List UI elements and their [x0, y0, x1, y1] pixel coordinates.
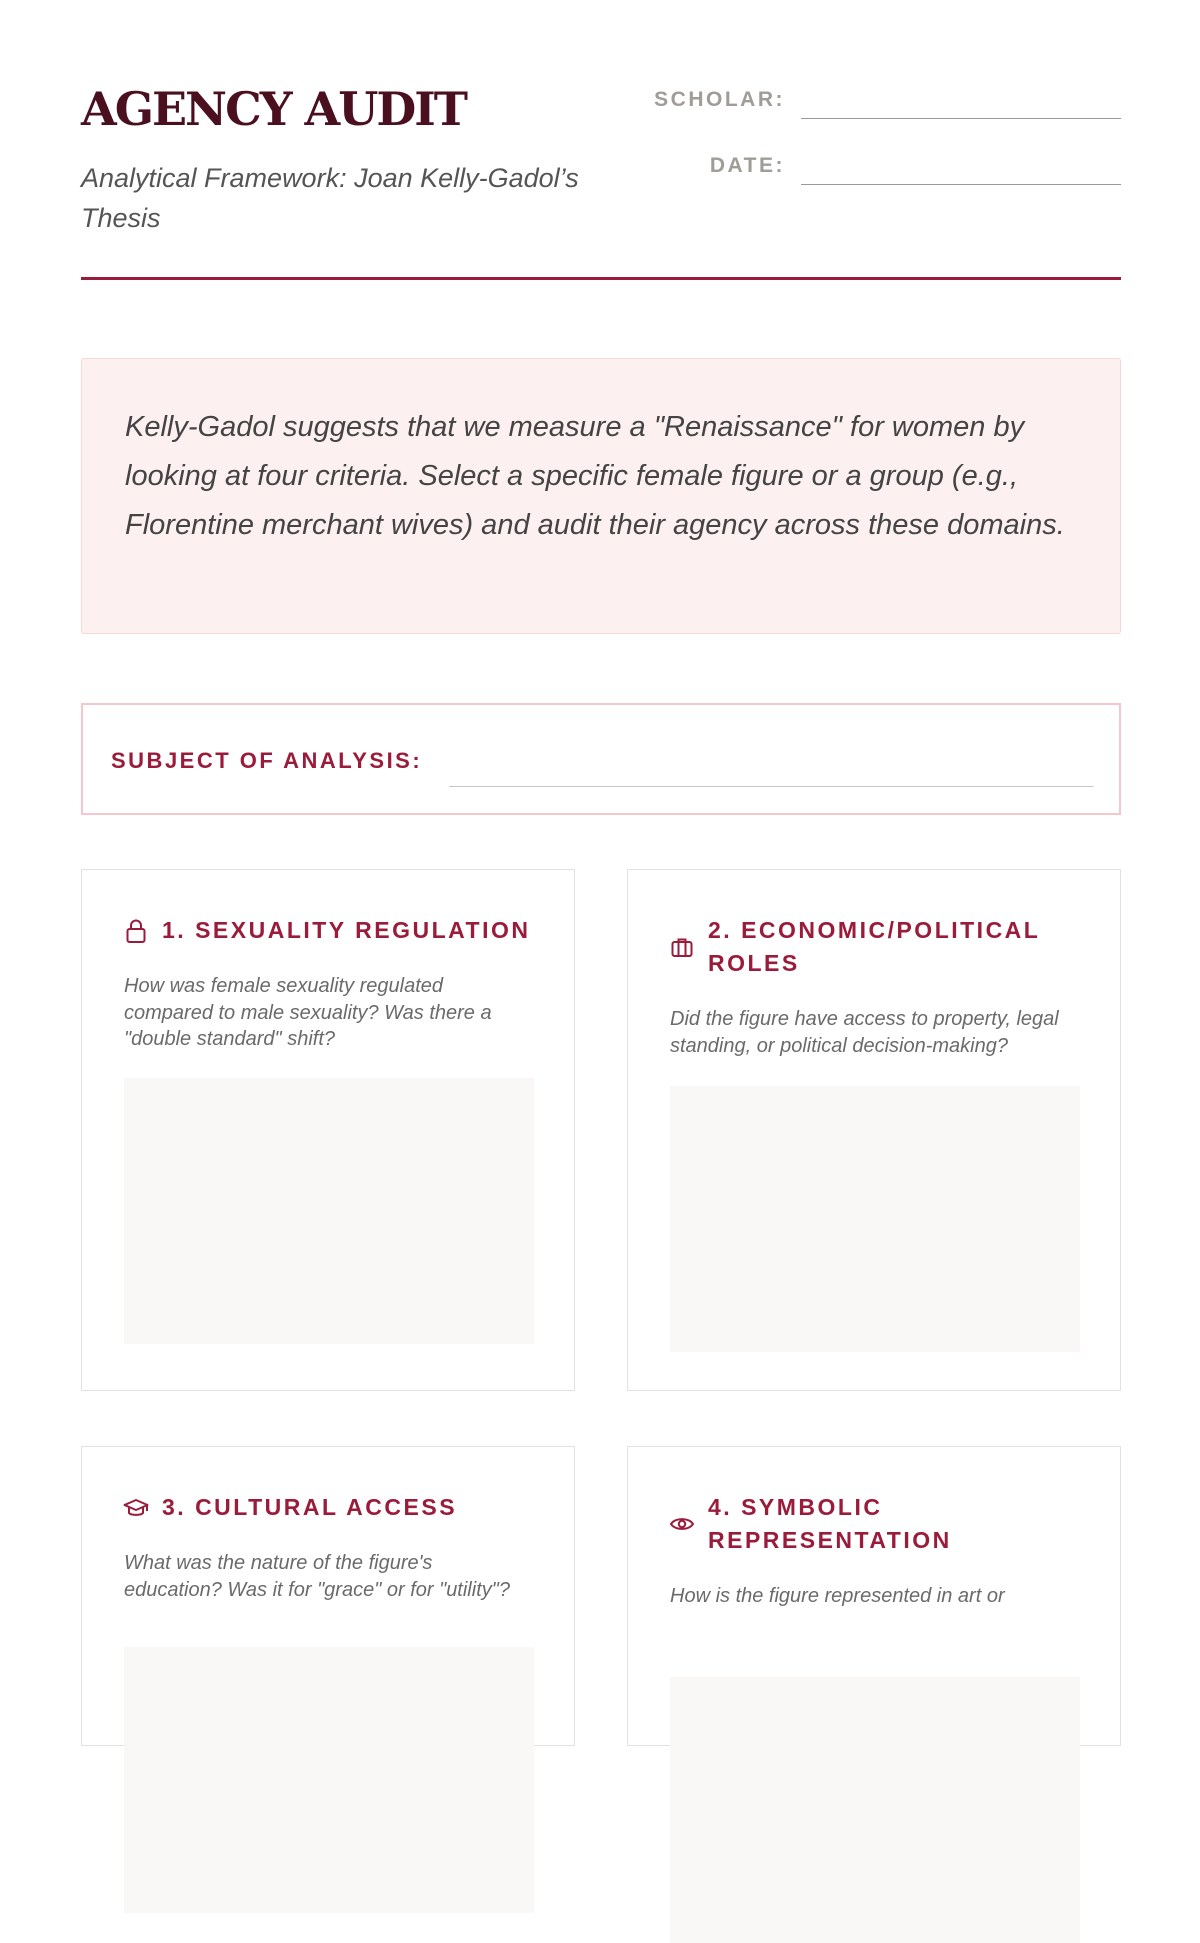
criterion-title: 2. ECONOMIC/POLITICAL ROLES	[708, 917, 1040, 976]
page-subtitle: Analytical Framework: Joan Kelly-Gadol’s Thesis	[81, 163, 579, 233]
lock-icon	[122, 917, 150, 945]
page-title: AGENCY AUDIT	[81, 82, 466, 136]
graduation-cap-icon	[122, 1494, 150, 1522]
answer-area[interactable]	[670, 1086, 1080, 1352]
criterion-header	[668, 1491, 1088, 1557]
scholar-input-line[interactable]	[801, 118, 1121, 119]
criterion-title: 1. SEXUALITY REGULATION	[162, 917, 531, 943]
subject-label: SUBJECT OF ANALYSIS:	[111, 748, 423, 773]
answer-area[interactable]	[124, 1647, 534, 1913]
subject-input-line[interactable]	[449, 786, 1093, 787]
worksheet-header	[81, 0, 1121, 280]
criterion-question: How was female sexuality regulated compared to male sexuality? Was there a "double standard" shift?	[124, 975, 492, 1050]
answer-area[interactable]	[670, 1677, 1080, 1943]
criterion-card-cultural	[81, 1446, 575, 1746]
scholar-label: SCHOLAR:	[654, 88, 785, 111]
criterion-card-symbolic	[627, 1446, 1121, 1746]
date-input-line[interactable]	[801, 184, 1121, 185]
date-label: DATE:	[709, 154, 785, 177]
instructions-text: Kelly-Gadol suggests that we measure a "Renaissance" for women by looking at four criteria. Select a specific female figure or a group (e.g., Florentine merchant wives) and audit their agency across these domains.	[125, 411, 1065, 541]
criterion-card-economic-political	[627, 869, 1121, 1391]
criterion-header	[122, 914, 542, 947]
criterion-title: 4. SYMBOLIC REPRESENTATION	[708, 1494, 952, 1553]
criterion-title: 3. CULTURAL ACCESS	[162, 1494, 458, 1520]
worksheet-page	[81, 0, 1121, 1607]
briefcase-icon	[668, 933, 696, 961]
eye-icon	[668, 1510, 696, 1538]
criterion-header	[122, 1491, 542, 1524]
criterion-header	[668, 914, 1088, 980]
answer-area[interactable]	[124, 1078, 534, 1344]
criterion-question: Did the figure have access to property, legal standing, or political decision-making?	[670, 1008, 1059, 1057]
subject-of-analysis-box	[81, 703, 1121, 815]
criterion-question: How is the figure represented in art or	[670, 1585, 1005, 1607]
date-field	[621, 148, 1121, 188]
scholar-field	[621, 82, 1121, 122]
criterion-question: What was the nature of the figure's education? Was it for "grace" or for "utility"?	[124, 1552, 510, 1601]
instructions-box	[81, 358, 1121, 634]
criterion-card-sexuality	[81, 869, 575, 1391]
